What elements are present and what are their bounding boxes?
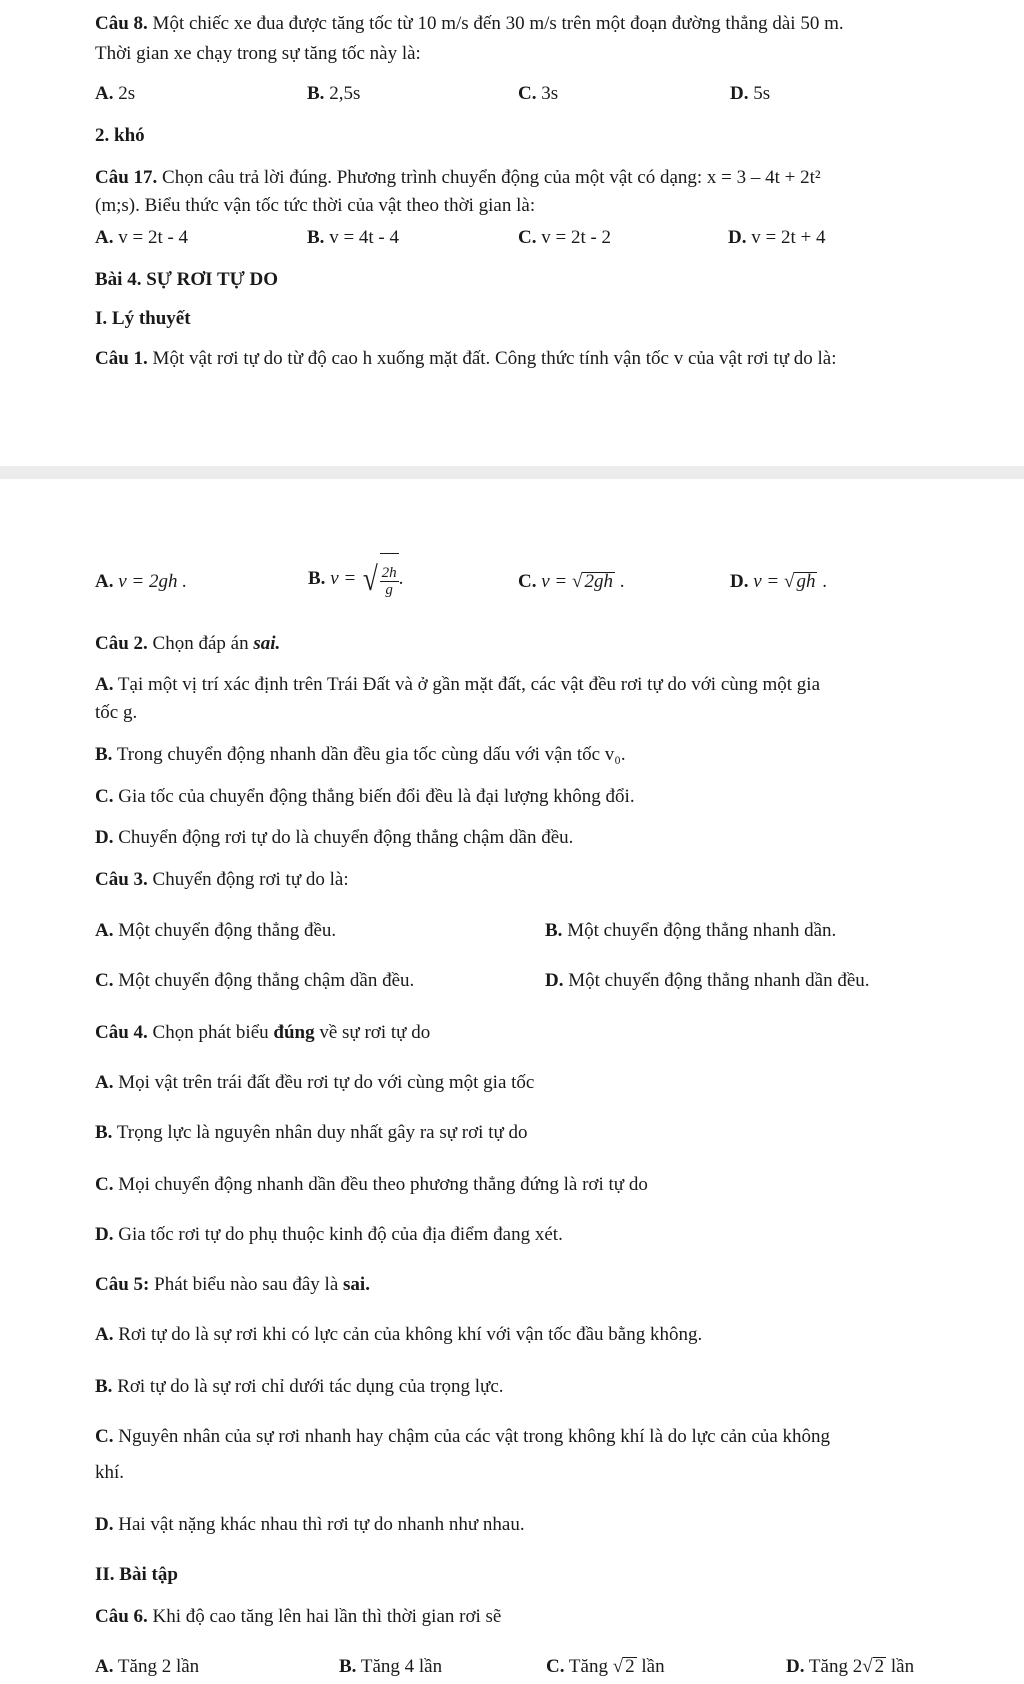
q5-option-d[interactable]: D. Hai vật nặng khác nhau thì rơi tự do nhanh như nhau.: [95, 1514, 525, 1535]
q4-option-c[interactable]: C. Mọi chuyển động nhanh dần đều theo phương thẳng đứng là rơi tự do: [95, 1174, 648, 1195]
q6-option-d[interactable]: D. Tăng 2√ 2 lần: [786, 1656, 915, 1677]
lesson-title: Bài 4. SỰ RƠI TỰ DO: [95, 269, 278, 290]
q17-option-c[interactable]: C. v = 2t - 2: [518, 227, 612, 248]
q5-line: Câu 5: Phát biểu nào sau đây là sai.: [95, 1274, 370, 1295]
q6-line: Câu 6. Khi độ cao tăng lên hai lần thì thời gian rơi sẽ: [95, 1606, 502, 1627]
sqrt-fraction: √ $\frac{2h}{g}$: [361, 553, 399, 606]
q8-text2: Thời gian xe chạy trong sự tăng tốc này là:: [95, 43, 421, 64]
q2-option-d[interactable]: D. Chuyển động rơi tự do là chuyển động thẳng chậm dần đều.: [95, 827, 574, 848]
q2-option-a[interactable]: A. Tại một vị trí xác định trên Trái Đất và ở gần mặt đất, các vật đều rơi tự do với cùng một gia: [95, 674, 821, 695]
radical-sign-icon: √: [862, 1656, 873, 1677]
q5-option-b[interactable]: B. Rơi tự do là sự rơi chỉ dưới tác dụng của trọng lực.: [95, 1376, 504, 1397]
q6-option-b[interactable]: B. Tăng 4 lần: [339, 1656, 443, 1677]
q2-option-b[interactable]: B. Trong chuyển động nhanh dần đều gia tốc cùng dấu với vận tốc v₀.: [95, 744, 626, 765]
theory-title: I. Lý thuyết: [95, 308, 191, 329]
q1-line: Câu 1. Một vật rơi tự do từ độ cao h xuống mặt đất. Công thức tính vận tốc v của vật rơi tự do là:: [95, 348, 837, 369]
radical-sign-icon: √: [362, 560, 378, 598]
q8-label: Câu 8.: [95, 13, 148, 34]
q1-option-a[interactable]: A. v = 2gh .: [95, 571, 187, 592]
q5-option-a[interactable]: A. Rơi tự do là sự rơi khi có lực cản của không khí với vận tốc đầu bằng không.: [95, 1324, 703, 1345]
q3-option-d[interactable]: D. Một chuyển động thẳng nhanh dần đều.: [545, 970, 870, 991]
q3-option-c[interactable]: C. Một chuyển động thẳng chậm dần đều.: [95, 970, 415, 991]
q17-option-b[interactable]: B. v = 4t - 4: [307, 227, 400, 248]
q5-option-c-cont: khí.: [95, 1462, 125, 1483]
q8-option-d[interactable]: D. 5s: [730, 83, 771, 104]
q1-option-d[interactable]: D. v = √ gh .: [730, 571, 827, 592]
q2-option-a-cont: tốc g.: [95, 702, 138, 723]
radical-sign-icon: √: [784, 571, 795, 592]
q6-option-a[interactable]: A. Tăng 2 lần: [95, 1656, 200, 1677]
q17-line2: (m;s). Biểu thức vận tốc tức thời của vật theo thời gian là:: [95, 195, 536, 216]
radical-sign-icon: √: [572, 571, 583, 592]
q17-option-a[interactable]: A. v = 2t - 4: [95, 227, 189, 248]
q8-line2: [95, 42, 421, 66]
q4-option-d[interactable]: D. Gia tốc rơi tự do phụ thuộc kinh độ của địa điểm đang xét.: [95, 1224, 563, 1245]
q17-option-d[interactable]: D. v = 2t + 4: [728, 227, 826, 248]
q6-option-c[interactable]: C. Tăng √ 2 lần: [546, 1656, 665, 1677]
q3-option-b[interactable]: B. Một chuyển động thẳng nhanh dần.: [545, 920, 837, 941]
q2-line: Câu 2. Chọn đáp án sai.: [95, 633, 281, 654]
q4-option-a[interactable]: A. Mọi vật trên trái đất đều rơi tự do với cùng một gia tốc: [95, 1072, 535, 1093]
q1-option-b[interactable]: B. v = √ $\frac{2h}{g}$ .: [308, 553, 403, 606]
q8-option-c[interactable]: C. 3s: [518, 83, 559, 104]
q4-line: Câu 4. Chọn phát biểu đúng về sự rơi tự do: [95, 1022, 431, 1043]
exercise-title: II. Bài tập: [95, 1564, 178, 1585]
q3-option-a[interactable]: A. Một chuyển động thẳng đều.: [95, 920, 337, 941]
q1-option-c[interactable]: C. v = √ 2gh .: [518, 571, 625, 592]
q5-option-c[interactable]: C. Nguyên nhân của sự rơi nhanh hay chậm của các vật trong không khí là do lực cản của không: [95, 1426, 831, 1447]
q17-line1: Câu 17. Chọn câu trả lời đúng. Phương trình chuyển động của một vật có dạng: x = 3 – 4t + 2t²: [95, 167, 821, 188]
section-kho: 2. khó: [95, 125, 145, 146]
q8-option-b[interactable]: B. 2,5s: [307, 83, 361, 104]
q8-line1: [95, 12, 844, 36]
q8-text1: Một chiếc xe đua được tăng tốc từ 10 m/s đến 30 m/s trên một đoạn đường thẳng dài 50 m.: [152, 13, 844, 34]
q3-line: Câu 3. Chuyển động rơi tự do là:: [95, 869, 349, 890]
q4-option-b[interactable]: B. Trọng lực là nguyên nhân duy nhất gây ra sự rơi tự do: [95, 1122, 528, 1143]
q2-option-c[interactable]: C. Gia tốc của chuyển động thẳng biến đổi đều là đại lượng không đổi.: [95, 786, 635, 807]
page-separator: [0, 466, 1024, 479]
radical-sign-icon: √: [612, 1656, 624, 1677]
q8-option-a[interactable]: A. 2s: [95, 83, 136, 104]
